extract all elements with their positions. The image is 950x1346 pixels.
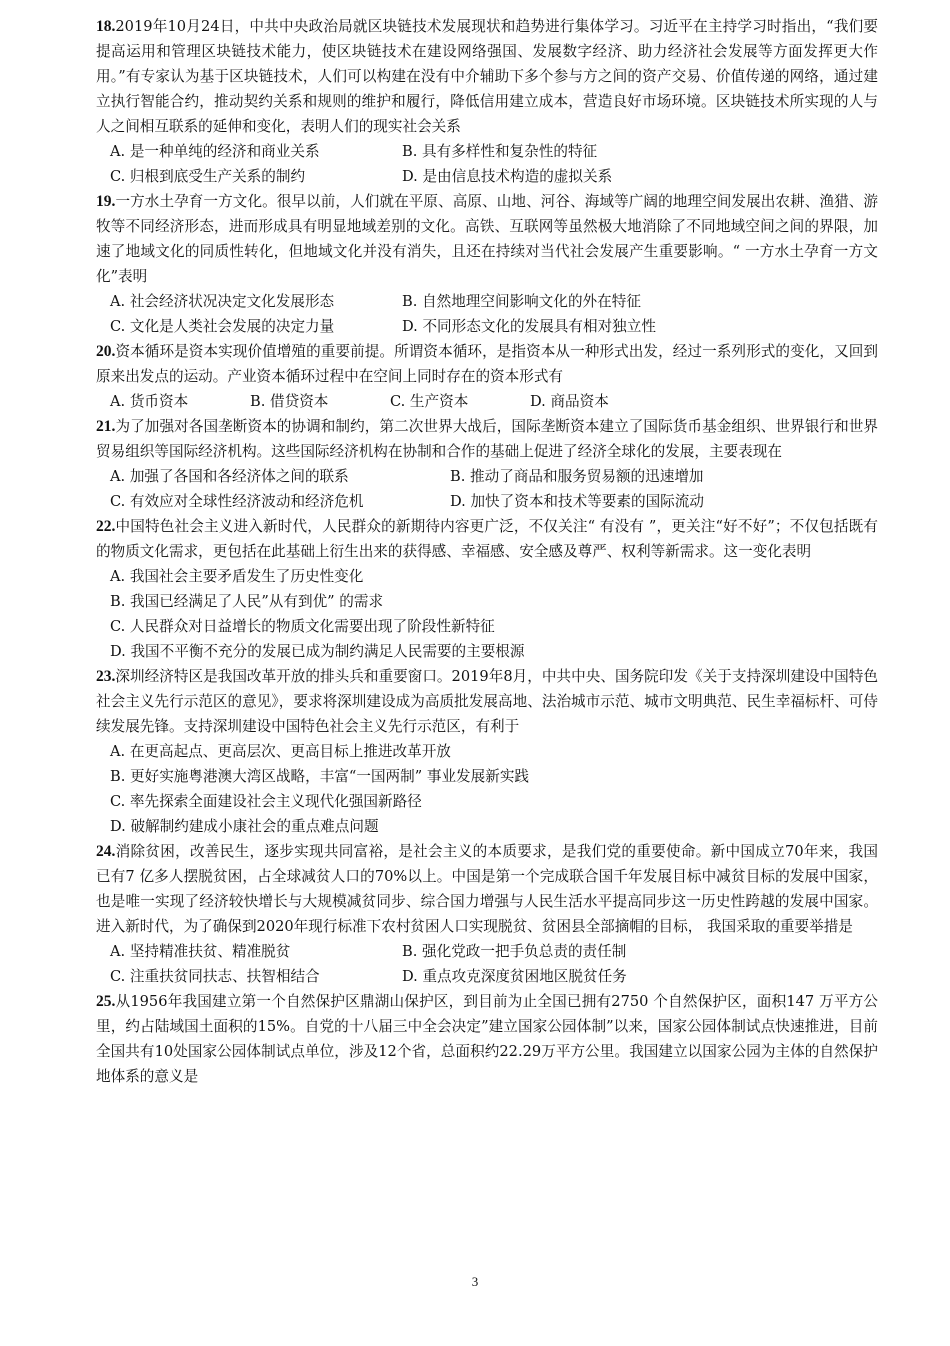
question-text: 深圳经济特区是我国改革开放的排头兵和重要窗口。2019年8月，中共中央、国务院印发《关于支持深圳建设中国特色社会主义先行示范区的意见》，要求将深圳建设成为高质批发展高地、法治城市示范、城市文明典范、民生幸福标杆、可侍续发展先锋。支持深圳建设中国特色社会主义先行示范区，有利于 bbox=[96, 668, 878, 735]
question-23 bbox=[96, 664, 878, 839]
option-d: D. 商品资本 bbox=[530, 393, 609, 410]
option-b: B. 自然地理空间影响文化的外在特征 bbox=[402, 293, 641, 310]
question-number: 24. bbox=[96, 843, 116, 860]
options bbox=[110, 464, 878, 514]
question-number: 23. bbox=[96, 668, 116, 685]
option-c: C. 文化是人类社会发展的决定力量 bbox=[110, 318, 335, 335]
question-18 bbox=[96, 14, 878, 189]
question-number: 20. bbox=[96, 343, 116, 360]
option-c: C. 生产资本 bbox=[390, 393, 469, 410]
question-number: 25. bbox=[96, 993, 116, 1010]
option-c: C. 率先探索全面建设社会主义现代化强国新路径 bbox=[110, 793, 422, 810]
option-a: A. 社会经济状况决定文化发展形态 bbox=[110, 293, 335, 310]
question-stem bbox=[96, 339, 878, 389]
option-b: B. 具有多样性和复杂性的特征 bbox=[402, 143, 598, 160]
question-24 bbox=[96, 839, 878, 989]
option-d: D. 是由信息技术构造的虚拟关系 bbox=[402, 168, 613, 185]
question-number: 19. bbox=[96, 193, 116, 210]
question-number: 21. bbox=[96, 418, 116, 435]
option-c: C. 人民群众对日益增长的物质文化需要出现了阶段性新特征 bbox=[110, 618, 495, 635]
question-text: 为了加强对各国垄断资本的协调和制约，第二次世界大战后，国际垄断资本建立了国际货币基金组织、世界银行和世界贸易组织等国际经济机构。这些国际经济机构在协制和合作的基础上促进了经济全球化的发展，主要表现在 bbox=[96, 418, 878, 460]
option-b: B. 强化党政一把手负总责的责任制 bbox=[402, 943, 627, 960]
question-text: 资本循环是资本实现价值增殖的重要前提。所谓资本循环，是指资本从一种形式出发，经过一系列形式的变化，又回到原来出发点的运动。产业资本循环过程中在空间上同时存在的资本形式有 bbox=[96, 343, 878, 385]
options bbox=[110, 564, 878, 664]
option-a: A. 加强了各国和各经济体之间的联系 bbox=[110, 468, 349, 485]
question-25 bbox=[96, 989, 878, 1089]
question-stem bbox=[96, 839, 878, 939]
option-c: C. 有效应对全球性经济波动和经济危机 bbox=[110, 493, 364, 510]
question-19 bbox=[96, 189, 878, 339]
option-d: D. 破解制约建成小康社会的重点难点问题 bbox=[110, 818, 379, 835]
option-d: D. 重点攻克深度贫困地区脱贫任务 bbox=[402, 968, 627, 985]
option-a: A. 是一种单纯的经济和商业关系 bbox=[110, 143, 320, 160]
options bbox=[110, 939, 878, 989]
question-text: 2019年10月24日，中共中央政治局就区块链技术发展现状和趋势进行集体学习。习近平在主持学习时指出，“我们要提高运用和管理区块链技术能力，使区块链技术在建设网络强国、发展数字经济、助力经济社会发展等方面发挥更大作用。”有专家认为基于区块链技术，人们可以构建在没有中介辅助下多个参与方之间的资产交易、价值传递的网络，通过建立执行智能合约，推动契约关系和规则的维护和履行，降低信用建立成本，营造良好市场环境。区块链技术所实现的人与人之间相互联系的延伸和变化，表明人们的现实社会关系 bbox=[96, 18, 878, 135]
option-c: C. 注重扶贫同扶志、扶智相结合 bbox=[110, 968, 320, 985]
option-d: D. 我国不平衡不充分的发展已成为制约满足人民需要的主要根源 bbox=[110, 643, 525, 660]
question-stem bbox=[96, 414, 878, 464]
page-number: 3 bbox=[471, 1274, 479, 1289]
options bbox=[110, 739, 878, 839]
question-stem bbox=[96, 514, 878, 564]
question-stem bbox=[96, 14, 878, 139]
option-d: D. 不同形态文化的发展具有相对独立性 bbox=[402, 318, 656, 335]
question-list bbox=[96, 14, 878, 1089]
question-text: 一方水土孕育一方文化。很早以前，人们就在平原、高原、山地、河谷、海域等广阔的地理空间发展出农耕、渔猎、游牧等不同经济形态，进而形成具有明显地域差别的文化。高铁、互联网等虽然极大地消除了不同地域空间之间的界限，加速了地域文化的同质性转化，但地域文化并没有消失，且还在持续对当代社会发展产生重要影响。“ 一方水土孕育一方文化”表明 bbox=[96, 193, 878, 285]
question-text: 从1956年我国建立第一个自然保护区鼎湖山保护区，到目前为止全国已拥有2750 个自然保护区，面积147 万平方公里，约占陆域国土面积的15%。自党的十八届三中全会决定”建立国家公园体制”以来，国家公园体制试点快速推进，目前全国共有10处国家公园体制试点单位，涉及12个省，总面积约22.29万平方公里。我国建立以国家公园为主体的自然保护地体系的意义是 bbox=[96, 993, 878, 1085]
question-20 bbox=[96, 339, 878, 414]
question-stem bbox=[96, 189, 878, 289]
option-b: B. 我国已经满足了人民”从有到优” 的需求 bbox=[110, 593, 384, 610]
option-a: A. 在更高起点、更高层次、更高目标上推进改革开放 bbox=[110, 743, 451, 760]
question-text: 中国特色社会主义进入新时代，人民群众的新期待内容更广泛，不仅关注“ 有没有 ”，更关注“好不好”；不仅包括既有的物质文化需求，更包括在此基础上衍生出来的获得感、幸福感、安全感及尊严、权利等新需求。这一变化表明 bbox=[96, 518, 878, 560]
question-text: 消除贫困，改善民生，逐步实现共同富裕，是社会主义的本质要求，是我们党的重要使命。新中国成立70年来，我国已有7 亿多人摆脱贫困，占全球减贫人口的70%以上。中国是第一个完成联合国千年发展目标中减贫目标的发展中国家，也是唯一实现了经济较快增长与大规模减贫同步、综合国力增强与人民生活水平提高同步这一历史性跨越的发展中国家。进入新时代，为了确保到2020年现行标准下农村贫困人口实现脱贫、贫困县全部摘帽的目标， 我国采取的重要举措是 bbox=[96, 843, 878, 935]
options bbox=[110, 289, 878, 339]
question-21 bbox=[96, 414, 878, 514]
options bbox=[110, 139, 878, 189]
question-number: 22. bbox=[96, 518, 116, 535]
option-b: B. 借贷资本 bbox=[250, 393, 329, 410]
question-22 bbox=[96, 514, 878, 664]
options bbox=[110, 389, 878, 414]
question-number: 18. bbox=[96, 18, 116, 35]
question-stem bbox=[96, 664, 878, 739]
question-stem bbox=[96, 989, 878, 1089]
option-c: C. 归根到底受生产关系的制约 bbox=[110, 168, 306, 185]
option-a: A. 坚持精准扶贫、精准脱贫 bbox=[110, 943, 291, 960]
option-a: A. 我国社会主要矛盾发生了历史性变化 bbox=[110, 568, 364, 585]
option-b: B. 更好实施粤港澳大湾区战略，丰富“一国两制” 事业发展新实践 bbox=[110, 768, 530, 785]
option-b: B. 推动了商品和服务贸易额的迅速增加 bbox=[450, 468, 704, 485]
option-d: D. 加快了资本和技术等要素的国际流动 bbox=[450, 493, 704, 510]
option-a: A. 货币资本 bbox=[110, 393, 189, 410]
